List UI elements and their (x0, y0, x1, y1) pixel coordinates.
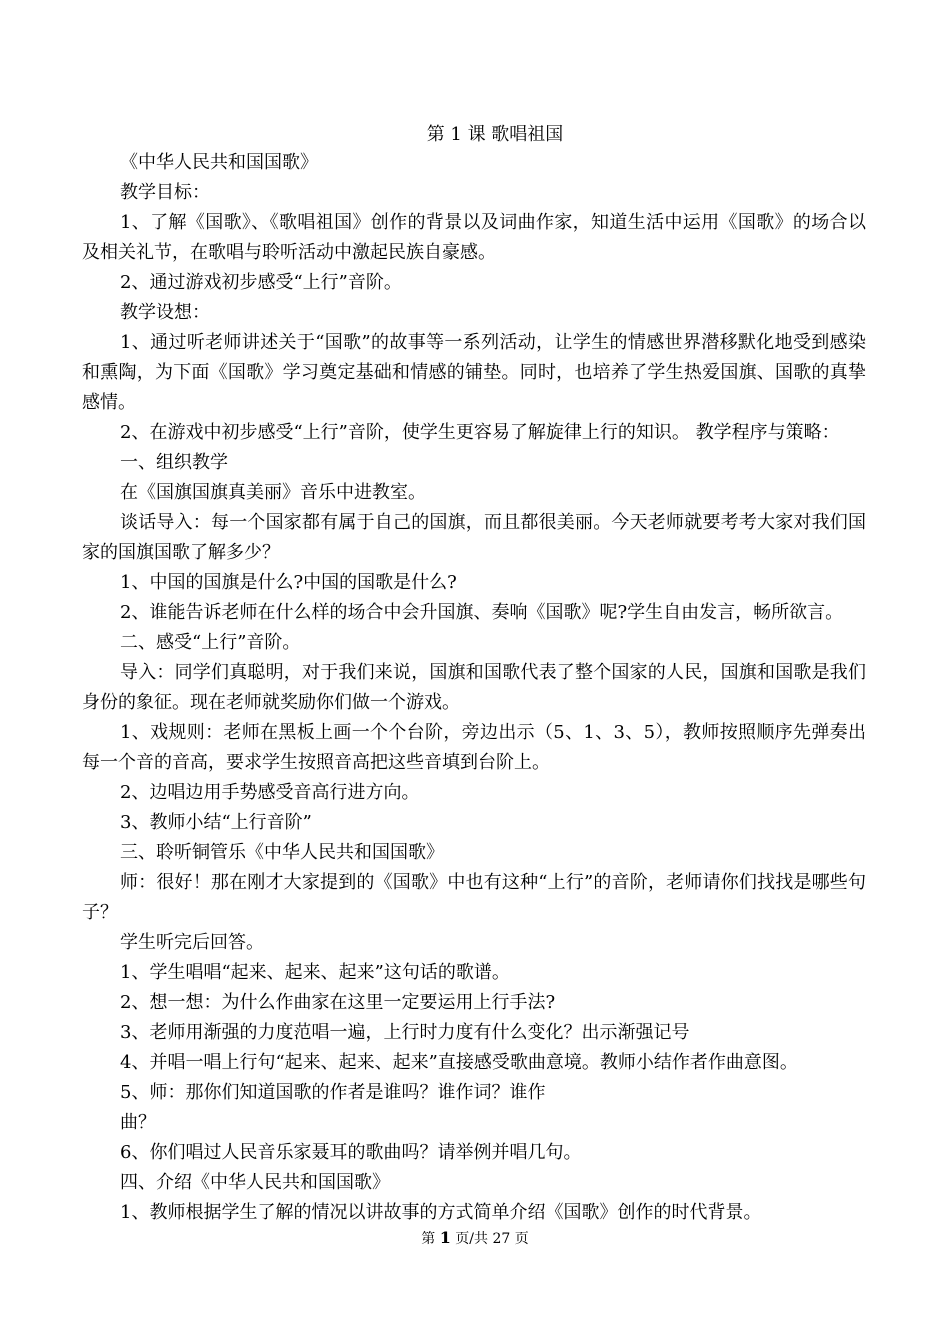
paragraph: 学生听完后回答。 (120, 932, 264, 953)
paragraph: 1、中国的国旗是什么?中国的国歌是什么? (120, 572, 457, 593)
paragraph: 6、你们唱过人民音乐家聂耳的歌曲吗？请举例并唱几句。 (120, 1142, 582, 1163)
paragraph: 2、边唱边用手势感受音高行进方向。 (120, 782, 420, 803)
paragraph: 4、并唱一唱上行句“起来、起来、起来”直接感受歌曲意境。教师小结作者作曲意图。 (120, 1052, 798, 1073)
paragraph: 三、聆听铜管乐《中华人民共和国国歌》 (120, 842, 444, 863)
paragraph: 1、戏规则：老师在黑板上画一个个台阶，旁边出示（5、1、3、5），教师按照顺序先弹奏出每一个音的音高，要求学生按照音高把这些音填到台阶上。 (82, 722, 866, 773)
paragraph: 2、想一想：为什么作曲家在这里一定要运用上行手法? (120, 992, 556, 1013)
paragraph: 师：很好！那在刚才大家提到的《国歌》中也有这种“上行”的音阶，老师请你们找找是哪些句子？ (82, 872, 866, 923)
page-number: 1 (439, 1228, 451, 1247)
page-footer (0, 1228, 950, 1249)
paragraph: 一、组织教学 (120, 452, 228, 473)
paragraph: 二、感受“上行”音阶。 (120, 632, 301, 653)
paragraph: 1、了解《国歌》、《歌唱祖国》创作的背景以及词曲作家，知道生活中运用《国歌》的场合以及相关礼节，在歌唱与聆听活动中激起民族自豪感。 (82, 212, 866, 263)
paragraph: 2、在游戏中初步感受“上行”音阶，使学生更容易了解旋律上行的知识。 教学程序与策略： (120, 422, 840, 443)
paragraph: 《中华人民共和国国歌》 (120, 152, 318, 173)
paragraph: 教学设想： (120, 302, 210, 323)
paragraph: 谈话导入：每一个国家都有属于自己的国旗，而且都很美丽。今天老师就要考考大家对我们国家的国旗国歌了解多少？ (82, 512, 866, 563)
paragraph: 在《国旗国旗真美丽》音乐中进教室。 (120, 482, 426, 503)
paragraph: 四、介绍《中华人民共和国国歌》 (120, 1172, 390, 1193)
paragraph: 2、通过游戏初步感受“上行”音阶。 (120, 272, 402, 293)
footer-suffix: 页/共 27 页 (455, 1231, 529, 1247)
paragraph: 教学目标： (120, 182, 210, 203)
paragraph: 3、教师小结“上行音阶” (120, 812, 312, 833)
paragraph: 1、通过听老师讲述关于“国歌”的故事等一系列活动，让学生的情感世界潜移默化地受到感染和熏陶，为下面《国歌》学习奠定基础和情感的铺垫。同时，也培养了学生热爱国旗、国歌的真挚感情。 (82, 332, 866, 413)
paragraph: 1、学生唱唱“起来、起来、起来”这句话的歌谱。 (120, 962, 510, 983)
paragraph: 导入：同学们真聪明，对于我们来说，国旗和国歌代表了整个国家的人民，国旗和国歌是我们身份的象征。现在老师就奖励你们做一个游戏。 (82, 662, 866, 713)
paragraph: 曲？ (120, 1112, 156, 1133)
document-body (82, 148, 866, 1228)
paragraph: 3、老师用渐强的力度范唱一遍，上行时力度有什么变化？出示渐强记号 (120, 1022, 690, 1043)
paragraph: 5、师：那你们知道国歌的作者是谁吗？谁作词？谁作 (120, 1082, 546, 1103)
footer-prefix: 第 (421, 1231, 436, 1247)
paragraph: 2、谁能告诉老师在什么样的场合中会升国旗、奏响《国歌》呢?学生自由发言，畅所欲言。 (120, 602, 844, 623)
paragraph: 1、教师根据学生了解的情况以讲故事的方式简单介绍《国歌》创作的时代背景。 (120, 1202, 762, 1223)
lesson-title: 第 1 课 歌唱祖国 (426, 124, 564, 145)
